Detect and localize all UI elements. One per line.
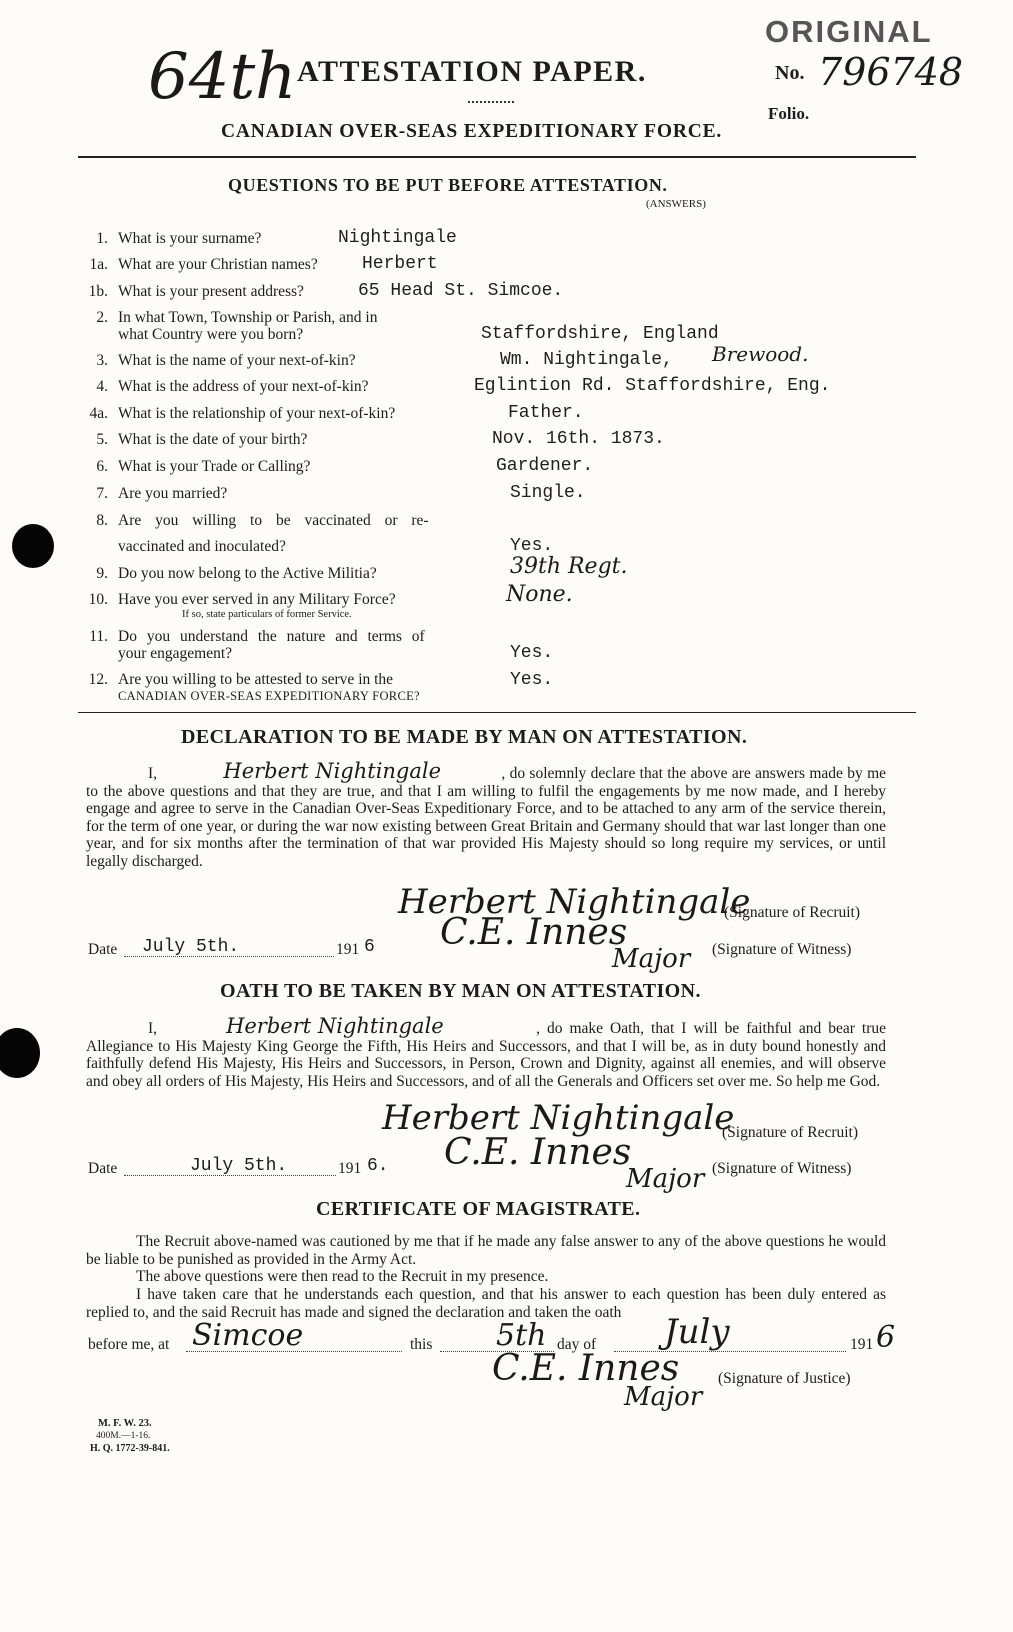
- question-text: Have you ever served in any Military Force?: [118, 591, 396, 608]
- question-text: Are you willing to be attested to serve in the: [118, 671, 394, 688]
- question-text: Are you willing to be vaccinated or re-: [118, 512, 429, 529]
- header-divider: [78, 156, 916, 158]
- declaration-date: July 5th.: [142, 937, 240, 957]
- oath-body: , do make Oath, that I will be faithful and bear true Allegiance to His Majesty King George the Fifth, His Heirs and Successors, and that I will be, as in duty bound honestly and faithfully defend His Majesty, His Heirs and Successors, in Person, Crown and Dignity, against all enemies, and will observe and obey all orders of His Majesty, His Heirs and Successors, and of all the Generals and Officers set over me. So help me God.: [86, 1020, 886, 1090]
- oath-witness-signature: C.E. Innes: [444, 1132, 632, 1173]
- oath-year-suffix: 6.: [367, 1156, 389, 1176]
- question-text: What is your present address?: [118, 283, 304, 300]
- answers-label: (ANSWERS): [646, 198, 706, 210]
- certificate-day: 5th: [496, 1318, 547, 1353]
- question-number: 3.: [96, 352, 108, 369]
- question-number: 8.: [96, 512, 108, 529]
- question-number: 10.: [88, 591, 108, 608]
- question-text: What is the address of your next-of-kin?: [118, 378, 369, 395]
- question-text: Do you now belong to the Active Militia?: [118, 565, 377, 582]
- declaration-witness-signature: C.E. Innes: [440, 912, 628, 953]
- declaration-recruit-name: Herbert Nightingale: [223, 759, 442, 783]
- answer-willing-to-serve: Yes.: [510, 670, 554, 690]
- print-run: 400M.—1-16.: [96, 1431, 151, 1441]
- question-number: 11.: [89, 628, 108, 645]
- oath-recruit-name: Herbert Nightingale: [226, 1014, 444, 1038]
- page-subtitle: CANADIAN OVER-SEAS EXPEDITIONARY FORCE.: [221, 121, 723, 142]
- oath-witness-label: (Signature of Witness): [712, 1160, 852, 1177]
- declaration-date-label: Date: [88, 941, 118, 958]
- declaration-body: , do solemnly declare that the above are answers made by me to the above questions and that they are true, and that I am willing to fulfil the engagements by me now made, and I hereby engage and agree to serve in the Canadian Over-Seas Expeditionary Force, and to be attached to any arm of the service therein, for the term of one year, or during the war now existing between Great Britain and Germany should that war last longer than one year, and for six months after the termination of that war provided His Majesty should so long require my services, or until legally discharged.: [86, 765, 887, 870]
- answer-militia: 39th Regt.: [510, 554, 628, 579]
- question-number: 1a.: [89, 256, 108, 273]
- declaration-recruit-label: (Signature of Recruit): [724, 904, 861, 921]
- answer-next-of-kin-address: Eglintion Rd. Staffordshire, Eng.: [474, 376, 831, 396]
- punch-hole-bottom: [0, 1028, 40, 1078]
- question-number: 1b.: [88, 283, 108, 300]
- question-text: Do you understand the nature and terms of: [118, 628, 425, 645]
- certificate-before-label: before me, at: [88, 1336, 170, 1353]
- answer-relationship: Father.: [508, 403, 584, 423]
- questions-heading: QUESTIONS TO BE PUT BEFORE ATTESTATION.: [228, 175, 668, 195]
- question-number: 5.: [96, 431, 108, 448]
- question-text: Are you married?: [118, 485, 228, 502]
- question-text-cont: CANADIAN OVER-SEAS EXPEDITIONARY FORCE?: [118, 689, 420, 703]
- certificate-year-suffix: 6: [876, 1320, 896, 1355]
- oath-date-label: Date: [88, 1160, 118, 1177]
- hq-reference: H. Q. 1772-39-841.: [90, 1443, 170, 1454]
- title-rule: [468, 101, 514, 103]
- declaration-recruit-signature: Herbert Nightingale: [398, 882, 751, 922]
- certificate-heading: CERTIFICATE OF MAGISTRATE.: [316, 1198, 641, 1220]
- question-text-cont: If so, state particulars of former Service.: [182, 609, 352, 620]
- question-text-cont: vaccinated and inoculated?: [118, 538, 286, 555]
- question-text-cont: what Country were you born?: [118, 326, 304, 343]
- certificate-place: Simcoe: [192, 1318, 304, 1353]
- question-text: What are your Christian names?: [118, 256, 318, 273]
- punch-hole-top: [12, 524, 54, 568]
- declaration-year-suffix: 6: [364, 937, 375, 957]
- question-text: In what Town, Township or Parish, and in: [118, 309, 378, 326]
- oath-date: July 5th.: [190, 1156, 288, 1176]
- form-number: M. F. W. 23.: [98, 1418, 152, 1429]
- certificate-year-prefix: 191: [850, 1336, 874, 1353]
- question-number: 6.: [96, 458, 108, 475]
- question-number: 12.: [88, 671, 108, 688]
- declaration-prefix: I,: [148, 765, 158, 782]
- answer-birthplace: Staffordshire, England: [481, 324, 719, 344]
- question-text: What is the name of your next-of-kin?: [118, 352, 356, 369]
- question-text: What is the date of your birth?: [118, 431, 308, 448]
- page-title: ATTESTATION PAPER.: [297, 55, 647, 88]
- declaration-year-prefix: 191: [336, 941, 360, 958]
- certificate-day-label: day of: [557, 1336, 597, 1353]
- question-text-cont: your engagement?: [118, 645, 233, 662]
- folio-label: Folio.: [768, 104, 810, 123]
- answer-married: Single.: [510, 483, 586, 503]
- oath-witness-rank: Major: [626, 1164, 705, 1194]
- certificate-justice-signature: C.E. Innes: [492, 1348, 680, 1389]
- certificate-para-2: The above questions were then read to the Recruit in my presence.: [136, 1268, 549, 1285]
- certificate-this-label: this: [410, 1336, 433, 1353]
- answer-present-address: 65 Head St. Simcoe.: [358, 281, 564, 301]
- original-stamp: ORIGINAL: [765, 14, 933, 49]
- certificate-justice-label: (Signature of Justice): [718, 1370, 851, 1387]
- question-number: 9.: [96, 565, 108, 582]
- certificate-para-1: The Recruit above-named was cautioned by me that if he made any false answer to any of the above questions he would be liable to be punished as provided in the Army Act.: [86, 1233, 886, 1268]
- oath-text: [86, 1014, 886, 1090]
- question-text: What is your surname?: [118, 230, 262, 247]
- oath-year-prefix: 191: [338, 1160, 362, 1177]
- declaration-witness-label: (Signature of Witness): [712, 941, 852, 958]
- question-number: 2.: [96, 309, 108, 326]
- question-number: 4.: [96, 378, 108, 395]
- question-number: 7.: [96, 485, 108, 502]
- oath-prefix: I,: [148, 1020, 158, 1037]
- certificate-para-3: I have taken care that he understands each question, and that his answer to each question has been duly entered as replied to, and the said Recruit has made and signed the declaration and taken the oath: [86, 1286, 886, 1321]
- certificate-month: July: [664, 1312, 730, 1352]
- oath-recruit-label: (Signature of Recruit): [722, 1124, 859, 1141]
- question-number: 4a.: [89, 405, 108, 422]
- declaration-witness-rank: Major: [612, 944, 691, 974]
- declaration-heading: DECLARATION TO BE MADE BY MAN ON ATTESTATION.: [181, 726, 748, 748]
- answer-surname: Nightingale: [338, 228, 457, 248]
- questions-divider: [78, 712, 916, 713]
- question-text: What is the relationship of your next-of-kin?: [118, 405, 396, 422]
- answer-birth-date: Nov. 16th. 1873.: [492, 429, 665, 449]
- certificate-justice-rank: Major: [624, 1382, 703, 1412]
- question-number: 1.: [96, 230, 108, 247]
- answer-next-of-kin: Wm. Nightingale,: [500, 350, 673, 370]
- question-text: What is your Trade or Calling?: [118, 458, 311, 475]
- regimental-number: 796748: [818, 50, 964, 94]
- answer-vaccinated: Yes.: [510, 536, 554, 556]
- handwritten-battalion-number: 64th: [148, 40, 297, 114]
- answer-trade: Gardener.: [496, 456, 594, 476]
- oath-recruit-signature: Herbert Nightingale: [382, 1098, 735, 1138]
- answer-next-of-kin-handwritten: Brewood.: [712, 342, 809, 366]
- answer-military-service: None.: [506, 582, 573, 607]
- declaration-text: [86, 759, 887, 870]
- answer-understand-terms: Yes.: [510, 643, 554, 663]
- oath-heading: OATH TO BE TAKEN BY MAN ON ATTESTATION.: [220, 980, 701, 1002]
- number-label: No.: [775, 62, 805, 84]
- answer-christian-names: Herbert: [362, 254, 438, 274]
